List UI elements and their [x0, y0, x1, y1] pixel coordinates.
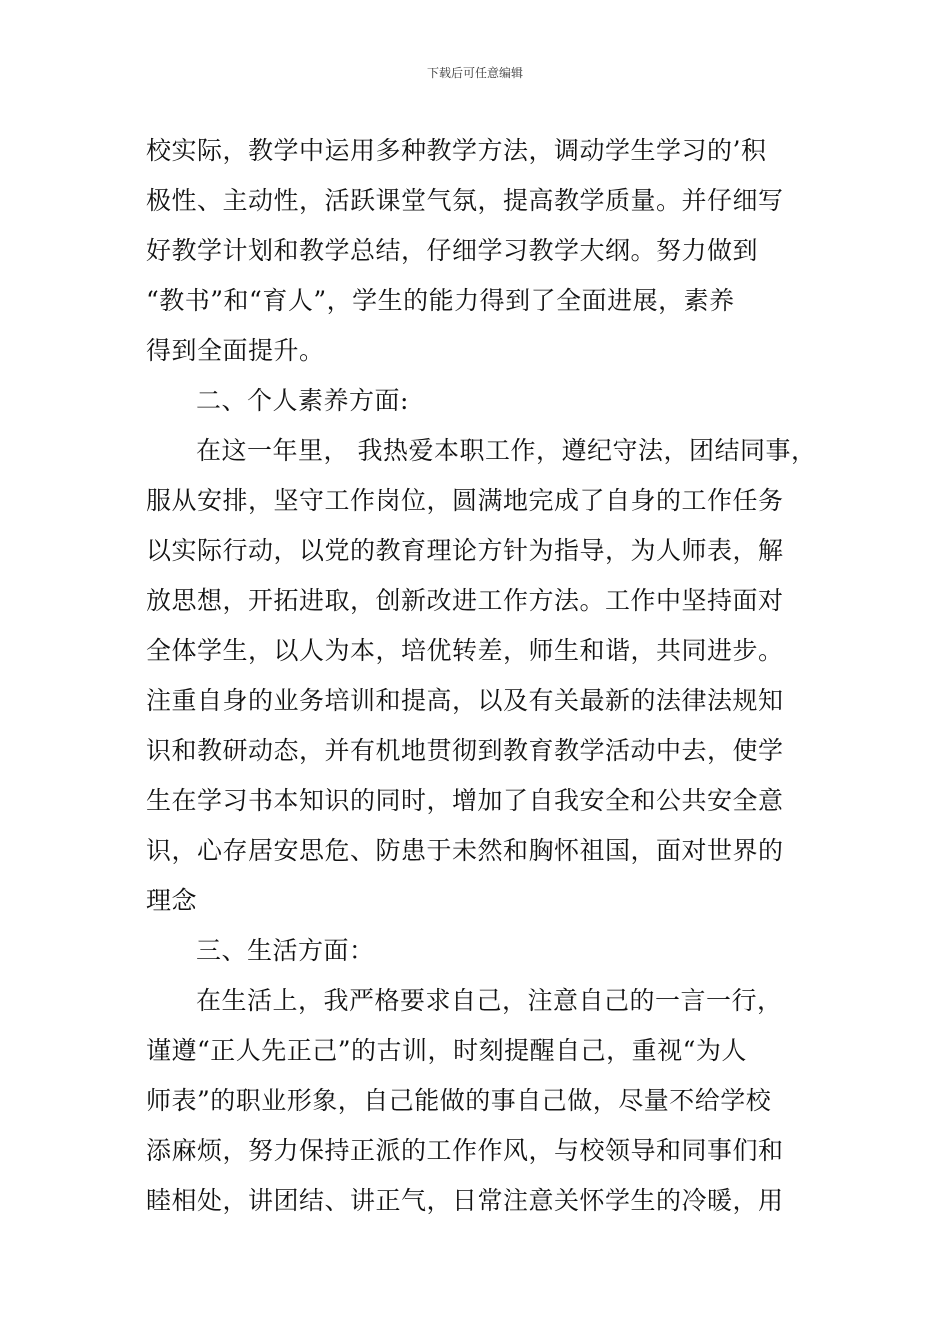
text-line: 识和教研动态，并有机地贯彻到教育教学活动中去，使学: [146, 736, 784, 765]
text-line: “教书”和“育人”，学生的能力得到了全面进展，素养: [146, 286, 735, 315]
document-body: [146, 126, 826, 1226]
text-line: 服从安排，坚守工作岗位，圆满地完成了自身的工作任务: [146, 486, 784, 515]
text-line: 极性、主动性，活跃课堂气氛，提高教学质量。并仔细写: [146, 186, 784, 215]
text-line: 好教学计划和教学总结，仔细学习教学大纲。努力做到: [146, 236, 759, 265]
text-line: 放思想，开拓进取，创新改进工作方法。工作中坚持面对: [146, 586, 784, 615]
text-line: 以实际行动，以党的教育理论方针为指导，为人师表，解: [146, 536, 784, 565]
text-line: 在生活上，我严格要求自己，注意自己的一言一行，: [196, 986, 783, 1015]
text-line: 理念: [146, 886, 198, 915]
text-line: 二、个人素养方面:: [196, 386, 409, 415]
text-line: 生在学习书本知识的同时，增加了自我安全和公共安全意: [146, 786, 784, 815]
text-line: 全体学生，以人为本，培优转差，师生和谐，共同进步。: [146, 636, 784, 665]
text-line: 谨遵“正人先正己”的古训，时刻提醒自己，重视“为人: [146, 1036, 747, 1065]
text-line: 三、生活方面：: [196, 936, 375, 965]
text-line: 添麻烦，努力保持正派的工作作风，与校领导和同事们和: [146, 1136, 784, 1165]
page-header-note: 下载后可任意编辑: [426, 66, 523, 80]
text-line: 得到全面提升。: [146, 336, 325, 365]
text-line: 在这一年里， 我热爱本职工作，遵纪守法，团结同事，: [196, 436, 817, 465]
text-line: 注重自身的业务培训和提高，以及有关最新的法律法规知: [146, 686, 784, 715]
text-line: 师表”的职业形象，自己能做的事自己做，尽量不给学校: [146, 1086, 772, 1115]
text-line: 睦相处，讲团结、讲正气，日常注意关怀学生的冷暖，用: [146, 1186, 784, 1215]
text-line: 校实际，教学中运用多种教学方法，调动学生学习的’积: [146, 136, 767, 165]
text-line: 识，心存居安思危、防患于未然和胸怀祖国，面对世界的: [146, 836, 784, 865]
